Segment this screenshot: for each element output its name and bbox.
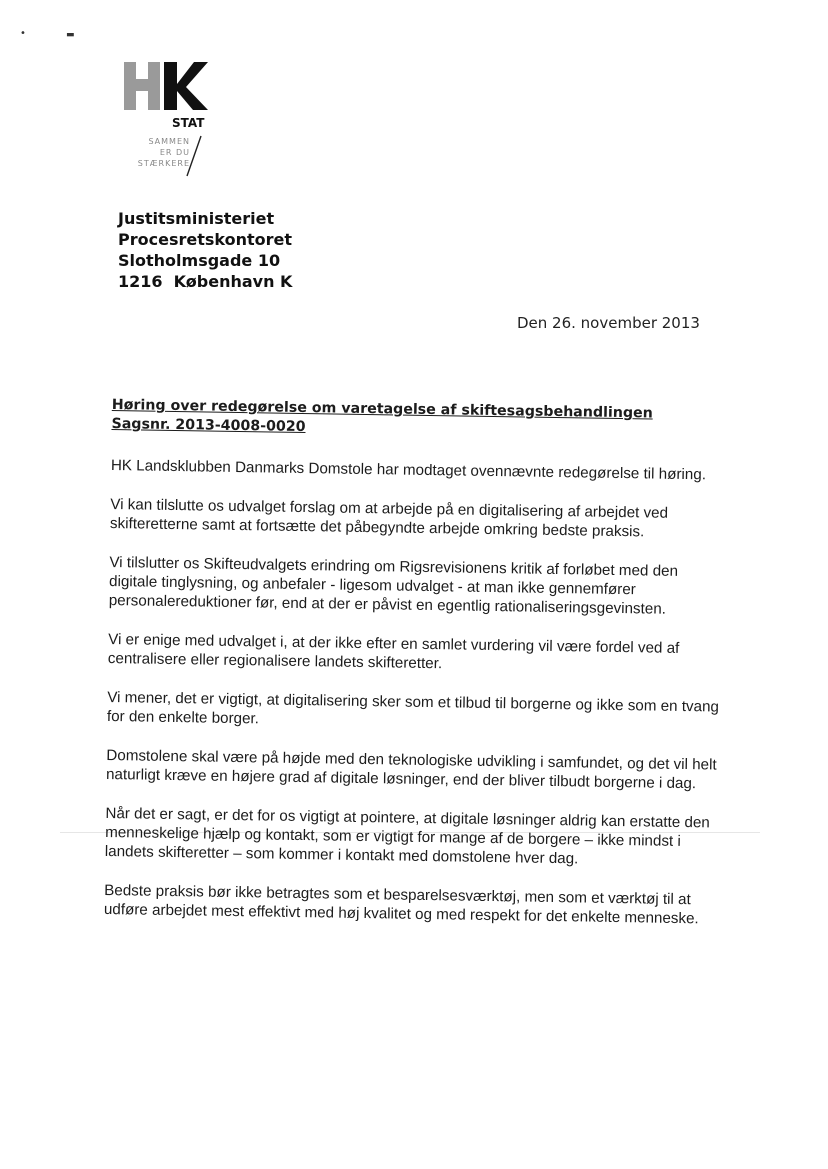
- case-number: Sagsnr. 2013-4008-0020: [111, 415, 306, 436]
- body-paragraph: Bedste praksis bør ikke betragtes som et besparelsesværktøj, men som et værktøj til at udføre arbejdet mest effektivt med høj kvalitet og med respekt for det enkelte menneske.: [103, 881, 699, 928]
- body-paragraph: HK Landsklubben Danmarks Domstole har modtaget ovennævnte redegørelse til høring.: [110, 456, 707, 484]
- logo-slogan-line: ER DU: [159, 148, 190, 157]
- body-paragraph: Vi kan tilslutte os udvalget forslag om at arbejde på en digitalisering af arbejdet ved skifteretterne samt at fortsætte det påbegyndte arbejde omkring bedste praksis.: [109, 495, 669, 541]
- body-paragraph: Vi mener, det er vigtigt, at digitalisering sker som et tilbud til borgerne og ikke som en tvang for den enkelte borger.: [106, 688, 720, 728]
- body-paragraph: Vi er enige med udvalget i, at der ikke efter en samlet vurdering vil være fordel ved af centralisere eller regionalisere landets skifteretter.: [107, 630, 680, 673]
- logo-slogan-line: STÆRKERE: [137, 159, 190, 168]
- body-paragraph: Vi tilslutter os Skifteudvalgets erindring om Rigsrevisionens kritik af forløbet med den digitale tinglysning, og anbefaler - ligesom udvalget - at man ikke gennemfører personalereduktioner før, end at der er påvist en egentlig rationaliseringsgevinsten.: [108, 553, 679, 618]
- address-line: 1216 København K: [118, 272, 293, 291]
- logo-slogan-line: SAMMEN: [148, 137, 190, 146]
- recipient-address: [118, 208, 292, 292]
- address-line: Justitsministeriet: [118, 209, 275, 228]
- hk-stat-logo: [120, 60, 220, 180]
- address-line: Slotholmsgade 10: [118, 251, 281, 270]
- scan-speck: •: [20, 28, 26, 39]
- scan-speck: ▬: [66, 30, 75, 40]
- logo-slogan: [130, 136, 190, 169]
- body-paragraph: Når det er sagt, er det for os vigtigt at pointere, at digitale løsninger aldrig kan erstatte den menneskelige hjælp og kontakt, som er vigtigt for mange af de borgere – ikke mindst i landets skifteretter – som kommer i kontakt med domstolene hver dag.: [104, 804, 710, 868]
- address-line: Procesretskontoret: [118, 230, 293, 249]
- body-paragraph: Domstolene skal være på højde med den teknologiske udvikling i samfundet, og det vil helt naturligt kræve en højere grad af digitale løsninger, end der bliver tilbudt borgerne i dag.: [105, 746, 717, 793]
- slash-icon: [184, 134, 204, 178]
- hk-logo-mark-icon: [120, 60, 210, 112]
- subject-heading: [111, 396, 724, 444]
- logo-unit-label: STAT: [172, 116, 205, 130]
- letter-date: Den 26. november 2013: [517, 314, 700, 332]
- subject-line: Høring over redegørelse om varetagelse af skiftesagsbehandlingen: [111, 396, 653, 422]
- letter-body: [103, 396, 723, 949]
